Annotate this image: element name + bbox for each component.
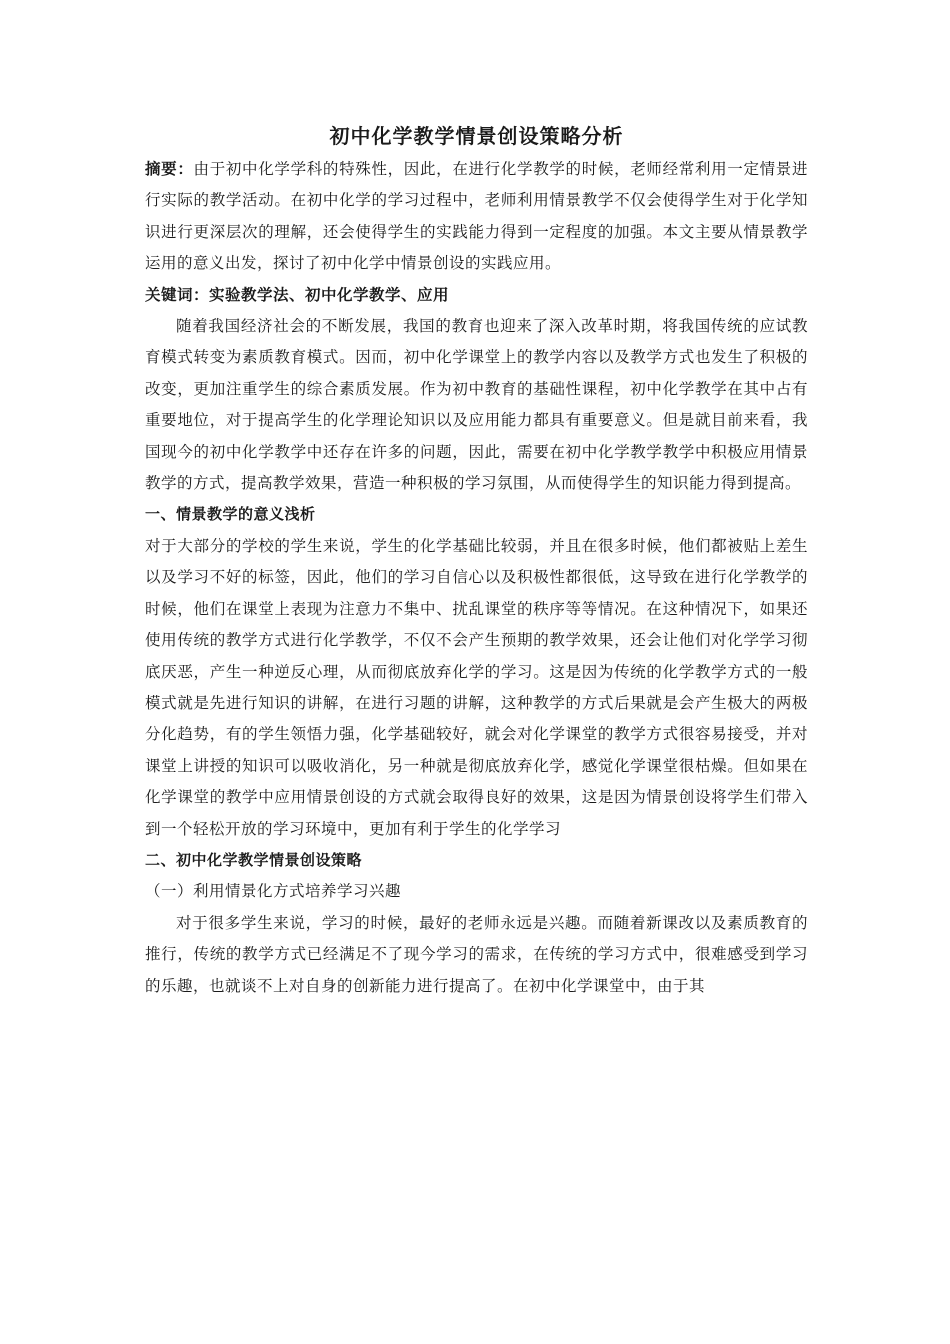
section2-paragraph: 对于很多学生来说，学习的时候，最好的老师永远是兴趣。而随着新课改以及素质教育的推行，传统的教学方式已经满足不了现今学习的需求，在传统的学习方式中，很难感受到学习的乐趣，也就谈不上对自身的创新能力进行提高了。在初中化学课堂中，由于其	[145, 913, 808, 995]
section1-paragraph: 对于大部分的学校的学生来说，学生的化学基础比较弱，并且在很多时候，他们都被贴上差生以及学习不好的标签，因此，他们的学习自信心以及积极性都很低，这导致在进行化学教学的时候，他们在课堂上表现为注意力不集中、扰乱课堂的秩序等等情况。在这种情况下，如果还使用传统的教学方式进行化学教学，不仅不会产生预期的教学效果，还会让他们对化学学习彻底厌恶，产生一种逆反心理，从而彻底放弃化学的学习。这是因为传统的化学教学方式的一般模式就是先进行知识的讲解，在进行习题的讲解，这种教学的方式后果就是会产生极大的两极分化趋势，有的学生领悟力强，化学基础较好，就会对化学课堂的教学方式很容易接受，并对课堂上讲授的知识可以吸收消化，另一种就是彻底放弃化学，感觉化学课堂很枯燥。但如果在化学课堂的教学中应用情景创设的方式就会取得良好的效果，这是因为情景创设将学生们带入到一个轻松开放的学习环境中，更加有利于学生的化学学习	[145, 536, 808, 838]
section2-subheading: （一）利用情景化方式培养学习兴趣	[145, 882, 402, 901]
document-title: 初中化学教学情景创设策略分析	[329, 124, 624, 148]
keywords-label: 关键词：	[145, 285, 210, 304]
abstract-text: 由于初中化学学科的特殊性，因此，在进行化学教学的时候，老师经常利用一定情景进行实际的教学活动。在初中化学的学习过程中，老师利用情景教学不仅会使得学生对于化学知识进行更深层次的理解，还会使得学生的实践能力得到一定程度的加强。本文主要从情景教学运用的意义出发，探讨了初中化学中情景创设的实践应用。	[145, 160, 808, 273]
section2-heading: 二、初中化学教学情景创设策略	[145, 850, 363, 869]
keywords-text: 实验教学法、初中化学教学、应用	[209, 285, 450, 304]
abstract-label: 摘要：	[145, 160, 194, 178]
intro-paragraph: 随着我国经济社会的不断发展，我国的教育也迎来了深入改革时期，将我国传统的应试教育模式转变为素质教育模式。因而，初中化学课堂上的教学内容以及教学方式也发生了积极的改变，更加注重学生的综合素质发展。作为初中教育的基础性课程，初中化学教学在其中占有重要地位，对于提高学生的化学理论知识以及应用能力都具有重要意义。但是就目前来看，我国现今的初中化学教学中还存在许多的问题，因此，需要在初中化学教学教学中积极应用情景教学的方式，提高教学效果，营造一种积极的学习氛围，从而使得学生的知识能力得到提高。	[145, 317, 808, 493]
section1-heading: 一、情景教学的意义浅析	[145, 505, 316, 524]
document-page	[145, 118, 808, 1002]
abstract-paragraph	[145, 154, 808, 280]
keywords-line	[145, 280, 808, 311]
